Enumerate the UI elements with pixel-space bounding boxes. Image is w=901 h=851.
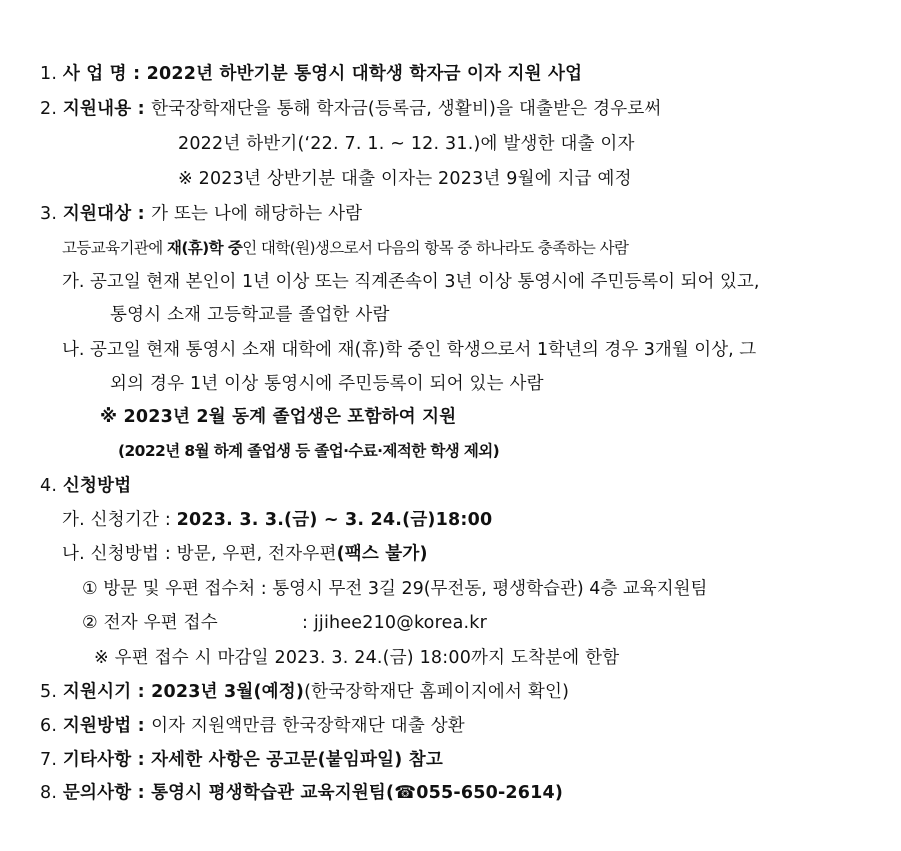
intro-text-a: 고등교육기관에 [62,239,167,257]
item-number: 6. [40,716,58,736]
item-label: 지원시기 : [62,682,152,702]
item-4-application [40,474,131,498]
item-text: 가 또는 나에 해당하는 사람 [151,204,363,224]
item-1-business-name [40,62,582,86]
application-period [62,508,492,532]
item-2-support-content [40,97,662,121]
intro-text-bold: 재(휴)학 중 [166,239,243,257]
eligibility-a-cont [110,303,390,327]
note-text: ※ 2023년 2월 동계 졸업생은 포함하여 지원 [100,407,457,427]
eligibility-note-1 [100,405,456,429]
note-text: ※ 우편 접수 시 마감일 2023. 3. 24.(금) 18:00까지 도착분에 한함 [94,648,620,668]
item-label: 지원내용 : [62,99,152,119]
item-text: 자세한 사항은 공고문(붙임파일) 참고 [151,750,443,770]
item-label: 지원방법 : [62,716,152,736]
item-number: 7. [40,750,58,770]
item-label: 사 업 명 : [62,64,147,84]
item-text: 외의 경우 1년 이상 통영시에 주민등록이 되어 있는 사람 [110,374,544,394]
item-text: 통영시 소재 고등학교를 졸업한 사람 [110,305,390,325]
note-text: ※ 2023년 상반기분 대출 이자는 2023년 9월에 지급 예정 [178,169,632,189]
item-text: 나. 공고일 현재 통영시 소재 대학에 재(휴)학 중인 학생으로서 1학년의 경우 3개월 이상, 그 [62,340,757,360]
item-number: 1. [40,64,58,84]
item-text: 통영시 평생학습관 교육지원팀(☎055-650-2614) [151,783,564,803]
item-3-eligibility [40,202,362,226]
item-label: 지원대상 : [62,204,152,224]
item-number: 5. [40,682,58,702]
item-label: 문의사항 : [62,783,152,803]
support-content-note [178,167,632,191]
application-mail-note [94,646,619,670]
item-6-support-method [40,714,465,738]
application-method [62,542,428,566]
period-label: 가. 신청기간 : [62,510,177,530]
item-number: 2. [40,99,58,119]
period-value: 2023. 3. 3.(금) ~ 3. 24.(금)18:00 [176,510,493,530]
item-value: 2023년 3월(예정) [151,682,305,702]
intro-text-c: 인 대학(원)생으로서 다음의 항목 중 하나라도 충족하는 사람 [242,239,629,257]
method-note: (팩스 불가) [336,544,428,564]
eligibility-intro [62,236,628,260]
item-label: 기타사항 : [62,750,152,770]
item-text: 2022년 하반기분 통영시 대학생 학자금 이자 지원 사업 [146,64,583,84]
item-text: 2022년 하반기(‘22. 7. 1. ~ 12. 31.)에 발생한 대출 이자 [178,134,635,154]
eligibility-a [62,270,759,294]
item-text: 한국장학재단을 통해 학자금(등록금, 생활비)을 대출받은 경우로써 [151,99,662,119]
item-text: 가. 공고일 현재 본인이 1년 이상 또는 직계존속이 3년 이상 통영시에 주민등록이 되어 있고, [62,272,760,292]
item-label: 신청방법 [62,476,132,496]
item-number: 4. [40,476,58,496]
application-visit-address [82,577,707,601]
method-label: 나. 신청방법 : 방문, 우편, 전자우편 [62,544,337,564]
item-number: 8. [40,783,58,803]
item-text: (한국장학재단 홈페이지에서 확인) [304,682,570,702]
support-content-period [178,132,635,156]
eligibility-b-cont [110,372,544,396]
item-8-inquiry [40,781,563,805]
item-text: 이자 지원액만큼 한국장학재단 대출 상환 [151,716,465,736]
item-text: ① 방문 및 우편 접수처 : 통영시 무전 3길 29(무전동, 평생학습관) 4층 교육지원팀 [82,579,708,599]
eligibility-b [62,338,756,362]
eligibility-note-2 [118,439,499,463]
item-7-other [40,748,443,772]
item-5-support-timing [40,680,569,704]
email-value: : jjihee210@korea.kr [302,613,487,633]
note-text: (2022년 8월 하계 졸업생 등 졸업·수료·제적한 학생 제외) [118,442,500,460]
application-email [82,611,487,635]
email-label: ② 전자 우편 접수 [82,613,218,633]
item-number: 3. [40,204,58,224]
